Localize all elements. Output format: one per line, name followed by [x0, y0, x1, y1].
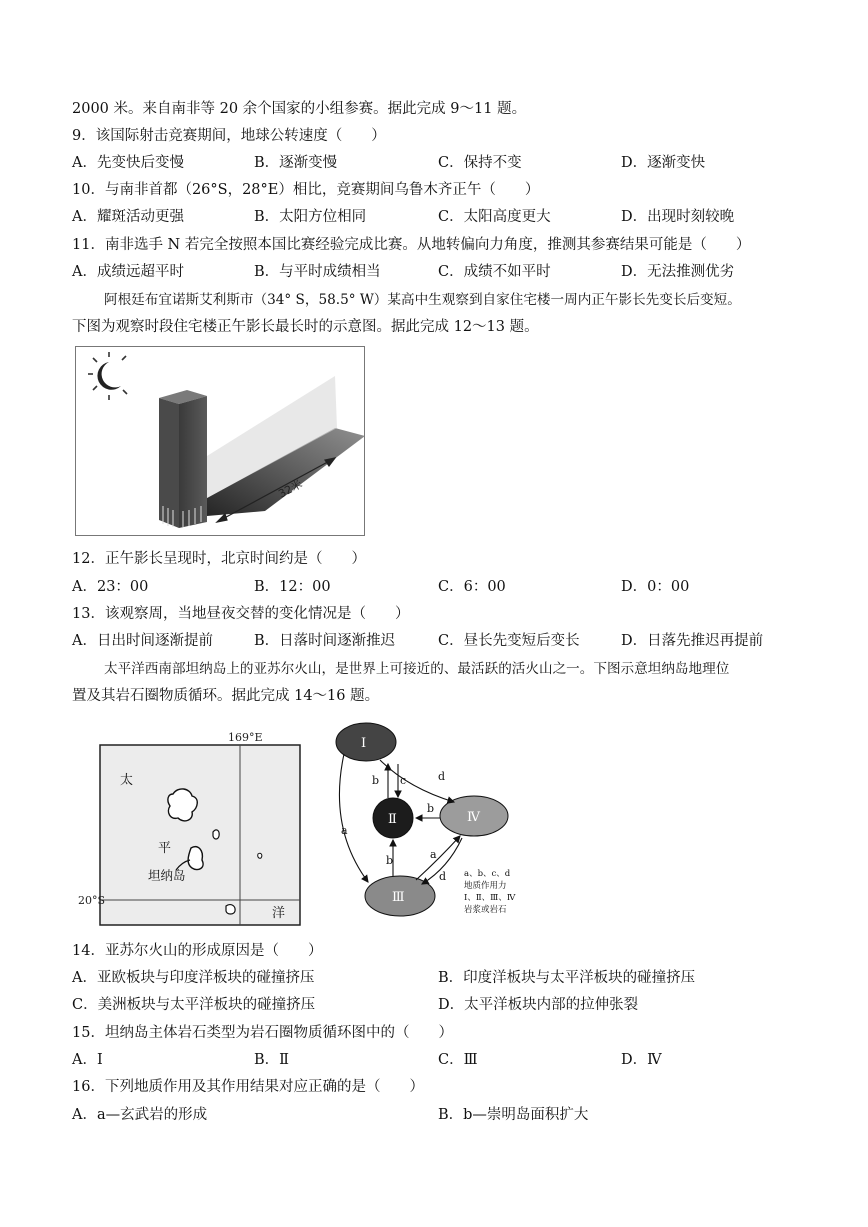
passage-1a: 阿根廷布宜诺斯艾利斯市（34° S，58.5° W）某高中生观察到自家住宅楼一周内正午影长先变长后变短。 [104, 292, 741, 308]
legend-line-1: a、b、c、d [464, 869, 511, 879]
q16-option-b: B．b—崇明岛面积扩大 [438, 1107, 589, 1123]
q11-option-c: C．成绩不如平时 [438, 264, 551, 280]
island-label: 坦纳岛 [148, 868, 186, 883]
question-15: 15．坦纳岛主体岩石类型为岩石圈物质循环图中的（ ） [72, 1025, 453, 1041]
legend-line-4: 岩浆或岩石 [464, 905, 507, 915]
node-4-label: Ⅳ [467, 810, 480, 825]
q15-option-a: A．Ⅰ [72, 1052, 103, 1068]
arrow-a1-label: a [341, 824, 348, 837]
q14-option-b: B．印度洋板块与太平洋板块的碰撞挤压 [438, 970, 696, 986]
question-12: 12．正午影长呈现时，北京时间约是（ ） [72, 551, 366, 567]
map-char-tai: 太 [120, 773, 134, 788]
question-11: 11．南非选手 N 若完全按照本国比赛经验完成比赛。从地转偏向力角度，推测其参赛结果可能是（ ） [72, 237, 751, 253]
arrow-d1-label: d [438, 770, 446, 783]
q11-option-a: A．成绩远超平时 [72, 264, 184, 280]
q10-option-d: D．出现时刻较晚 [621, 209, 735, 225]
q11-option-d: D．无法推测优劣 [621, 264, 735, 280]
shadow-length-label: 32米 [276, 477, 305, 501]
q15-option-c: C．Ⅲ [438, 1052, 478, 1068]
q10-option-b: B．太阳方位相同 [254, 209, 367, 225]
q14-option-a: A．亚欧板块与印度洋板块的碰撞挤压 [72, 970, 315, 986]
arrow-c-label: c [400, 774, 407, 787]
question-9: 9．该国际射击竞赛期间，地球公转速度（ ） [72, 128, 386, 144]
building-front-face [179, 396, 207, 528]
node-2-label: Ⅱ [388, 812, 397, 827]
q12-option-d: D．0：00 [621, 579, 690, 595]
q15-option-b: B．Ⅱ [254, 1052, 290, 1068]
arrow-a2-label: a [430, 848, 437, 861]
island-small-2 [258, 853, 262, 858]
arrow-b3-label: b [386, 854, 394, 867]
q12-option-c: C．6：00 [438, 579, 506, 595]
question-10: 10．与南非首都（26°S，28°E）相比，竞赛期间乌鲁木齐正午（ ） [72, 182, 540, 198]
map-char-ping: 平 [158, 841, 172, 856]
q9-option-c: C．保持不变 [438, 155, 522, 171]
q11-option-b: B．与平时成绩相当 [254, 264, 381, 280]
intro-line: 2000 米。来自南非等 20 余个国家的小组参赛。据此完成 9～11 题。 [72, 101, 527, 117]
q9-option-a: A．先变快后变慢 [72, 155, 184, 171]
passage-2b: 置及其岩石圈物质循环。据此完成 14～16 题。 [72, 688, 380, 704]
legend-line-2: 地质作用力 [464, 881, 507, 891]
lat-label: 20°S [78, 894, 106, 907]
map-char-yang: 洋 [272, 906, 286, 921]
q14-option-c: C．美洲板块与太平洋板块的碰撞挤压 [72, 997, 316, 1013]
question-13: 13．该观察周，当地昼夜交替的变化情况是（ ） [72, 606, 410, 622]
tanna-island-map [78, 728, 308, 928]
q13-option-b: B．日落时间逐渐推迟 [254, 633, 396, 649]
map-frame [100, 745, 300, 925]
arrow-d2-label: d [439, 870, 447, 883]
building-shadow-figure [75, 346, 365, 536]
arrow-a-3-to-4 [416, 836, 460, 880]
legend-line-3: Ⅰ、Ⅱ、Ⅲ、Ⅳ [464, 893, 516, 903]
arrow-a-1-to-3 [339, 754, 368, 882]
q15-option-d: D．Ⅳ [621, 1052, 662, 1068]
node-1-label: Ⅰ [361, 736, 367, 751]
question-14: 14．亚苏尔火山的形成原因是（ ） [72, 943, 323, 959]
q9-option-d: D．逐渐变快 [621, 155, 706, 171]
arrow-b2-label: b [427, 802, 435, 815]
q13-option-a: A．日出时间逐渐提前 [72, 633, 213, 649]
island-small-1 [213, 830, 219, 839]
question-16: 16．下列地质作用及其作用结果对应正确的是（ ） [72, 1079, 424, 1095]
q10-option-c: C．太阳高度更大 [438, 209, 551, 225]
q12-option-b: B．12：00 [254, 579, 331, 595]
q16-option-a: A．a—玄武岩的形成 [72, 1107, 208, 1123]
q13-option-d: D．日落先推迟再提前 [621, 633, 764, 649]
q10-option-a: A．耀斑活动更强 [72, 209, 184, 225]
island-tanna [188, 847, 203, 870]
node-3-label: Ⅲ [392, 890, 405, 905]
building-left-face [159, 398, 179, 528]
q13-option-c: C．昼长先变短后变长 [438, 633, 580, 649]
passage-2a: 太平洋西南部坦纳岛上的亚苏尔火山，是世界上可接近的、最活跃的活火山之一。下图示意坦纳岛地理位 [104, 661, 730, 677]
arrow-b1-label: b [372, 774, 380, 787]
rock-cycle-diagram [328, 718, 528, 924]
lon-label: 169°E [228, 731, 263, 744]
island-small-3 [226, 905, 235, 914]
q14-option-d: D．太平洋板块内部的拉伸张裂 [438, 997, 639, 1013]
q12-option-a: A．23：00 [72, 579, 149, 595]
q9-option-b: B．逐渐变慢 [254, 155, 338, 171]
passage-1b: 下图为观察时段住宅楼正午影长最长时的示意图。据此完成 12～13 题。 [72, 319, 539, 335]
